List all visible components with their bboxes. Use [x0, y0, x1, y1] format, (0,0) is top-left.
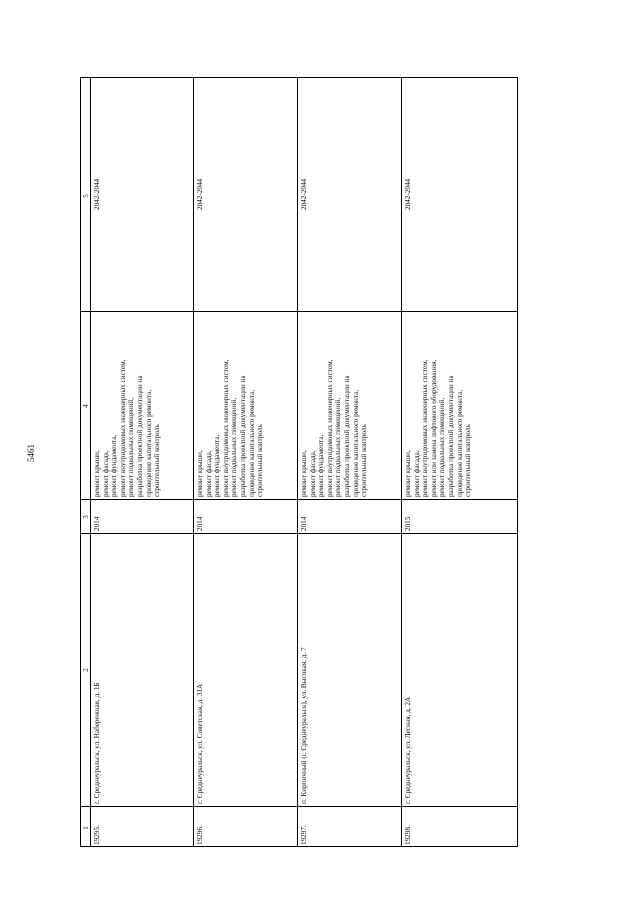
row-works: ремонт крыши, ремонт фасада, ремонт фундамента, ремонт внутридомовых инженерных систем, ремонт подвальных помещений, разработка проектной документации на проведение капитального ремонта, строительный контроль: [196, 359, 265, 497]
row-address: п. Кирпичный (г. Среднеуральск), ул. Высокая, д. 7: [300, 647, 308, 804]
row-period: 2042-2044: [196, 178, 204, 210]
column-separator: [81, 311, 517, 312]
column-separator: [81, 806, 517, 807]
row-year: 2014: [93, 516, 101, 531]
row-period: 2042-2044: [93, 178, 101, 210]
row-separator: [297, 78, 298, 846]
column-separator: [81, 533, 517, 534]
row-number: 19298.: [404, 825, 412, 845]
row-works: ремонт крыши, ремонт фасада, ремонт внутридомовых инженерных систем, ремонт или замена лифтового оборудования, ремонт подвальных помещений, разработка проектной документации на проведение капитального ремонта, строительный контроль: [404, 359, 473, 497]
row-works: ремонт крыши, ремонт фасада, ремонт фундамента, ремонт внутридомовых инженерных систем, ремонт подвальных помещений, разработка проектной документации на проведение капитального ремонта, строительный контроль: [300, 359, 369, 497]
page-number: 5461: [26, 444, 36, 462]
header-col-1: 1: [82, 826, 90, 830]
row-address: г. Среднеуральск, ул. Советская, д. 31А: [196, 683, 204, 804]
row-address: г. Среднеуральск, ул. Лесная, д. 2А: [404, 696, 412, 804]
header-col-3: 3: [82, 515, 90, 519]
row-number: 19296.: [196, 825, 204, 845]
row-separator: [401, 78, 402, 846]
row-year: 2014: [300, 516, 308, 531]
row-period: 2042-2044: [404, 178, 412, 210]
column-separator: [81, 499, 517, 500]
row-number: 19295.: [93, 825, 101, 845]
row-year: 2015: [404, 516, 412, 531]
row-period: 2042-2044: [300, 178, 308, 210]
data-table: [80, 77, 518, 847]
header-col-4: 4: [82, 404, 90, 408]
row-address: г. Среднеуральск, ул. Набережная, д. 1Б: [93, 682, 101, 804]
row-number: 19297.: [300, 825, 308, 845]
header-col-2: 2: [82, 668, 90, 672]
header-col-5: 5: [82, 194, 90, 198]
row-works: ремонт крыши, ремонт фасада, ремонт фундамента, ремонт внутридомовых инженерных систем, ремонт подвальных помещений, разработка проектной документации на проведение капитального ремонта, строительный контроль: [93, 359, 162, 497]
row-separator: [193, 78, 194, 846]
row-year: 2014: [196, 516, 204, 531]
